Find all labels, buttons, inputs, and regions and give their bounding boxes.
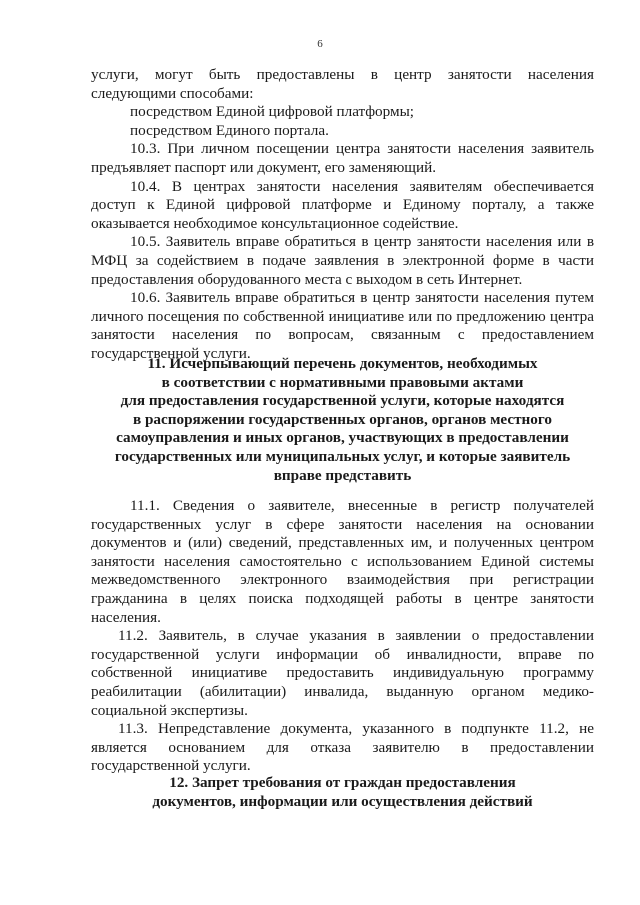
paragraph-11-1: 11.1. Сведения о заявителе, внесенные в регистр получателей государственных услуг в сфере занятости населения на основании документов и (или) сведений, представленных им, и полученных центром занятости населения самостоятельно с использованием Единой системы межведомственного электронного взаимодействия при регистрации гражданина в целях поиска подходящей работы в центре занятости населения.: [91, 497, 594, 626]
heading-line: государственных или муниципальных услуг, и которые заявитель: [114, 447, 571, 465]
heading-line: для предоставления государственной услуги, которые находятся: [120, 392, 565, 410]
method-item-1: посредством Единой цифровой платформы;: [130, 103, 415, 121]
heading-line: документов, информации или осуществления действий: [152, 792, 533, 810]
paragraph-10-5: 10.5. Заявитель вправе обратиться в центр занятости населения или в МФЦ за содействием в подаче заявления в электронной форме в части предоставления оборудованного места с выходом в сеть Интернет.: [91, 233, 594, 288]
section-11-heading: [91, 355, 594, 485]
section-12-heading: [91, 774, 594, 811]
paragraph-11-2: 11.2. Заявитель, в случае указания в заявлении о предоставлении государственной услуги информации об инвалидности, вправе по собственной инициативе предоставить индивидуальную программу реабилитации (абилитации) инвалида, выданную органом медико-социальной экспертизы.: [91, 627, 594, 719]
paragraph-11-3: 11.3. Непредставление документа, указанного в подпункте 11.2, не является основанием для отказа заявителю в предоставлении государственной услуги.: [91, 720, 594, 775]
paragraph-10-3: 10.3. При личном посещении центра занятости населения заявитель предъявляет паспорт или документ, его заменяющий.: [91, 140, 594, 176]
heading-line: в распоряжении государственных органов, органов местного: [132, 410, 552, 428]
heading-line: 12. Запрет требования от граждан предоставления: [169, 774, 516, 791]
intro-text: услуги, могут быть предоставлены в центр занятости населения следующими способами:: [91, 66, 594, 102]
paragraph-10-4: 10.4. В центрах занятости населения заявителям обеспечивается доступ к Единой цифровой платформе и Единому порталу, а также оказывается необходимое консультационное содействие.: [91, 177, 594, 232]
heading-line: в соответствии с нормативными правовыми актами: [161, 373, 524, 391]
paragraph-10-6: 10.6. Заявитель вправе обратиться в центр занятости населения путем личного посещения по собственной инициативе или по предложению центра занятости населения по вопросам, связанным с предоставлением государственной услуги.: [91, 289, 594, 362]
method-item-2: посредством Единого портала.: [130, 121, 329, 139]
heading-line: 11. Исчерпывающий перечень документов, необходимых: [147, 355, 538, 372]
page-number: 6: [317, 38, 323, 50]
section-11-body: [91, 497, 594, 776]
section-10-continued: [91, 66, 594, 364]
heading-line: вправе представить: [273, 466, 412, 484]
heading-line: самоуправления и иных органов, участвующих в предоставлении: [116, 429, 569, 447]
